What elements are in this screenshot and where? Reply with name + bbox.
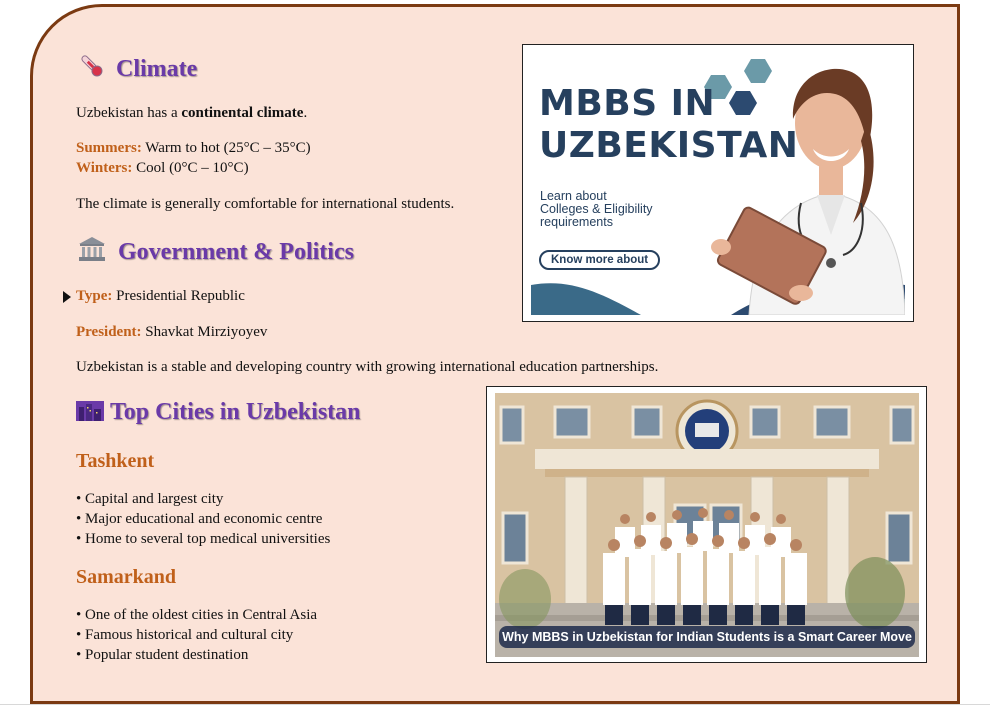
summers-line: Summers: Warm to hot (25°C – 35°C) <box>76 140 311 156</box>
ad-banner-image <box>531 53 905 315</box>
list-item: • Home to several top medical universities <box>76 531 331 547</box>
campus-artwork <box>495 393 919 657</box>
mbbs-ad-banner[interactable] <box>522 44 914 322</box>
government-type: Type: Presidential Republic <box>76 288 245 304</box>
ad-title: MBBS IN UZBEKISTAN <box>539 83 799 166</box>
climate-intro: Uzbekistan has a continental climate. <box>76 105 308 121</box>
campus-photo <box>486 386 927 663</box>
winters-line: Winters: Cool (0°C – 10°C) <box>76 160 249 176</box>
list-item: • Major educational and economic centre <box>76 511 323 527</box>
city-points-samarkand <box>76 605 317 665</box>
government-note: Uzbekistan is a stable and developing country with growing international education partnerships. <box>76 359 659 375</box>
climate-heading: Climate <box>78 52 197 87</box>
list-item: • One of the oldest cities in Central Asia <box>76 607 318 623</box>
campus-photo-image <box>495 393 919 657</box>
city-name: Samarkand <box>76 566 177 588</box>
classical-building-icon <box>78 236 106 269</box>
city-name: Tashkent <box>76 450 155 472</box>
cityscape-icon <box>76 399 104 428</box>
list-item: • Capital and largest city <box>76 491 224 507</box>
list-item: • Popular student destination <box>76 647 249 663</box>
government-president: President: Shavkat Mirziyoyev <box>76 324 268 340</box>
caret-right-icon <box>62 290 72 309</box>
government-heading: Government & Politics <box>78 236 354 269</box>
city-points-tashkent <box>76 489 330 549</box>
climate-note: The climate is generally comfortable for international students. <box>76 196 455 212</box>
page-divider <box>0 704 990 705</box>
thermometer-icon <box>78 52 106 87</box>
cities-heading: Top Cities in Uzbekistan <box>76 399 361 428</box>
ad-subtitle: Learn about Colleges & Eligibility requirements <box>540 189 653 229</box>
know-more-button[interactable]: Know more about <box>539 250 660 270</box>
photo-caption: Why MBBS in Uzbekistan for Indian Students is a Smart Career Move <box>499 626 915 648</box>
list-item: • Famous historical and cultural city <box>76 627 294 643</box>
